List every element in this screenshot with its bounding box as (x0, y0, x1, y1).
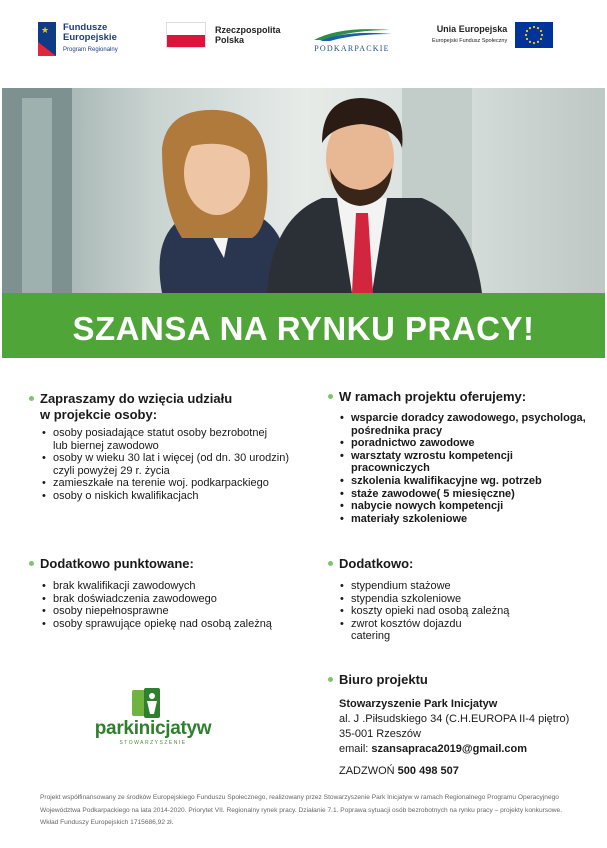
pi-name-part1: park (94, 718, 134, 739)
park-inicjatyw-mark-icon (132, 688, 162, 718)
polish-flag-icon (166, 22, 206, 48)
podkarpackie-text: PODKARPACKIE (314, 44, 390, 53)
list-item: czyli powyżej 29 r. życia (53, 464, 170, 477)
bullet-dot-icon (29, 396, 34, 401)
offer-heading (339, 389, 526, 405)
list-item: • staże zawodowe( 5 miesięczne) (340, 488, 600, 501)
rp-line1: Rzeczpospolita (215, 25, 281, 35)
business-people-illustration (2, 88, 605, 293)
list-item: • osoby niepełnosprawne (42, 605, 312, 618)
offer-heading-text: W ramach projektu oferujemy: (339, 389, 527, 404)
additional-heading (339, 556, 413, 572)
list-item: pośrednika pracy (351, 424, 443, 437)
email-link[interactable]: szansapraca2019@gmail.com (371, 743, 528, 755)
extra-points-heading-text: Dodatkowo punktowane: (40, 556, 194, 571)
office-heading-text: Biuro projektu (339, 672, 428, 687)
list-item: • warsztaty wzrostu kompetencji (340, 450, 600, 463)
hero-photo (2, 88, 605, 358)
pi-name-part2: inicjatyw (133, 718, 212, 739)
bullet-dot-icon (29, 561, 34, 566)
invite-heading-line2: w projekcie osoby: (40, 407, 158, 422)
email-label: email: (339, 743, 372, 755)
invite-heading-line1: Zapraszamy do wzięcia udziału (40, 391, 233, 406)
list-item: • nabycie nowych kompetencji (340, 500, 600, 513)
list-item: pracowniczych (351, 462, 430, 475)
additional-heading-text: Dodatkowo: (339, 556, 414, 571)
list-item: • materiały szkoleniowe (340, 513, 600, 526)
list-item: • osoby posiadające statut osoby bezrobotnej (42, 427, 312, 440)
office-city: 35-001 Rzeszów (339, 728, 421, 740)
call-line (339, 765, 459, 777)
logo-strip (0, 0, 607, 85)
call-label: ZADZWOŃ (339, 765, 398, 777)
footer-note: Projekt współfinansowany ze środków Europejskiego Funduszu Społecznego, realizowany przez Stowarzyszenie Park Inicjatyw w ramach Regionalnego Programu Operacyjnego Województwa Podkarpackiego na lata 2014-2020. Priorytet VII. Regionalny rynek pracy. Działanie 7.1. Poprawa sytuacji osób bezrobotnych na rynku pracy – projekty konkursowe. Wkład Funduszy Europejskich 1715686,92 zł. (40, 794, 563, 826)
eu-flag-icon (515, 22, 553, 48)
list-item: • zamieszkałe na terenie woj. podkarpackiego (42, 477, 312, 490)
list-item: • brak kwalifikacji zawodowych (42, 580, 312, 593)
fe-line1: Fundusze (63, 22, 108, 33)
list-item: lub biernej zawodowo (53, 439, 159, 452)
fe-line3: Program Regionalny (63, 47, 118, 53)
office-street: al. J .Piłsudskiego 34 (C.H.EUROPA II-4 piętro) (339, 713, 570, 725)
extra-points-list (42, 580, 312, 630)
list-item: • stypendia szkoleniowe (340, 593, 600, 606)
rzeczpospolita-logo (166, 22, 281, 48)
unia-europejska-logo (432, 22, 553, 48)
invite-heading (40, 391, 232, 423)
list-item: • szkolenia kwalifikacyjne wg. potrzeb (340, 475, 600, 488)
list-item: • osoby sprawujące opiekę nad osobą zależną (42, 618, 312, 631)
podkarpackie-swoosh-icon (310, 26, 394, 42)
podkarpackie-logo (310, 26, 394, 53)
list-item: • wsparcie doradcy zawodowego, psychologa, (340, 412, 600, 425)
offer-list (340, 412, 600, 525)
extra-points-heading (40, 556, 194, 572)
list-item: • koszty opieki nad osobą zależną (340, 605, 600, 618)
fundusze-europejskie-logo (38, 22, 118, 56)
additional-list (340, 580, 600, 643)
bullet-dot-icon (328, 394, 333, 399)
list-item: • poradnictwo zawodowe (340, 437, 600, 450)
fe-star-icon: ★ (38, 22, 56, 56)
list-item: • osoby w wieku 30 lat i więcej (od dn. 30 urodzin) (42, 452, 312, 465)
list-item: • zwrot kosztów dojazdu (340, 618, 600, 631)
list-item: • stypendium stażowe (340, 580, 600, 593)
office-heading (339, 672, 428, 688)
page-title: SZANSA NA RYNKU PRACY! (72, 310, 535, 347)
ue-line1: Unia Europejska (436, 24, 508, 34)
fe-line2: Europejskie (63, 32, 117, 43)
park-inicjatyw-logo (88, 688, 218, 748)
list-item: • osoby o niskich kwalifikacjach (42, 490, 312, 503)
bullet-dot-icon (328, 677, 333, 682)
eligibility-list (42, 427, 312, 503)
phone-number[interactable]: 500 498 507 (397, 765, 459, 777)
pi-sub: STOWARZYSZENIE (119, 740, 187, 746)
list-item: catering (351, 630, 391, 643)
office-org: Stowarzyszenie Park Inicjatyw (339, 698, 498, 710)
list-item: • brak doświadczenia zawodowego (42, 593, 312, 606)
office-address (339, 697, 569, 757)
rp-line2: Polska (215, 35, 245, 45)
bullet-dot-icon (328, 561, 333, 566)
ue-line2: Europejski Fundusz Społeczny (432, 38, 508, 44)
